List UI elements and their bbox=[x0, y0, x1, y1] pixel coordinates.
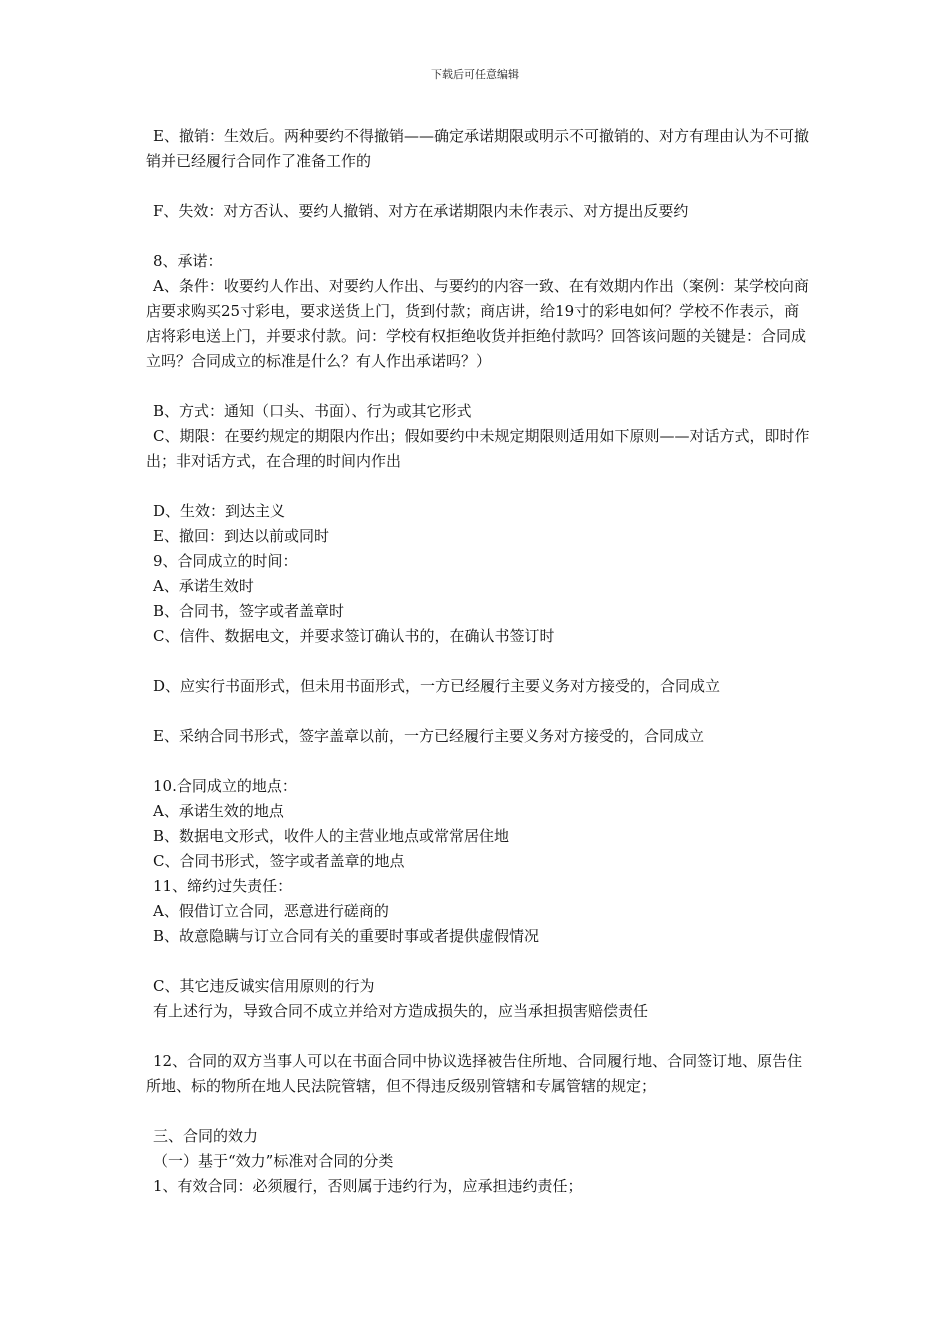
text-line: D、生效：到达主义 bbox=[153, 502, 286, 520]
paragraph: E、撤销：生效后。两种要约不得撤销——确定承诺期限或明示不可撤销的、对方有理由认为不可撤销并已经履行合同作了准备工作的 bbox=[146, 127, 809, 170]
text-line: 9、合同成立的时间： bbox=[153, 552, 298, 570]
text-line: B、方式：通知（口头、书面）、行为或其它形式 bbox=[153, 402, 472, 420]
text-line: 有上述行为，导致合同不成立并给对方造成损失的，应当承担损害赔偿责任 bbox=[153, 1002, 649, 1020]
text-line: E、采纳合同书形式，签字盖章以前，一方已经履行主要义务对方接受的，合同成立 bbox=[153, 727, 704, 745]
document-body bbox=[146, 124, 814, 1199]
text-line: 10.合同成立的地点： bbox=[153, 777, 297, 795]
text-line: B、合同书，签字或者盖章时 bbox=[153, 602, 345, 620]
text-line: A、承诺生效的地点 bbox=[153, 802, 284, 820]
text-line: B、故意隐瞒与订立合同有关的重要时事或者提供虚假情况 bbox=[153, 927, 540, 945]
text-line: C、合同书形式，签字或者盖章的地点 bbox=[153, 852, 405, 870]
blank-line bbox=[146, 699, 814, 724]
text-line: 1、有效合同：必须履行，否则属于违约行为，应承担违约责任； bbox=[153, 1177, 583, 1195]
blank-line bbox=[146, 224, 814, 249]
blank-line bbox=[146, 649, 814, 674]
blank-line bbox=[146, 949, 814, 974]
text-line: （一）基于“效力”标准对合同的分类 bbox=[153, 1152, 394, 1170]
paragraph: C、期限：在要约规定的期限内作出；假如要约中未规定期限则适用如下原则——对话方式，即时作出；非对话方式，在合理的时间内作出 bbox=[146, 427, 810, 470]
blank-line bbox=[146, 1024, 814, 1049]
text-line: 11、缔约过失责任： bbox=[153, 877, 293, 895]
blank-line bbox=[146, 749, 814, 774]
text-line: B、数据电文形式，收件人的主营业地点或常常居住地 bbox=[153, 827, 510, 845]
text-line: C、信件、数据电文，并要求签订确认书的，在确认书签订时 bbox=[153, 627, 555, 645]
text-line: D、应实行书面形式，但未用书面形式，一方已经履行主要义务对方接受的，合同成立 bbox=[153, 677, 721, 695]
text-line: A、假借订立合同，恶意进行磋商的 bbox=[153, 902, 389, 920]
paragraph: A、条件：收要约人作出、对要约人作出、与要约的内容一致、在有效期内作出（案例：某学校向商店要求购买25寸彩电，要求送货上门，货到付款；商店讲，给19寸的彩电如何？学校不作表示，商店将彩电送上门，并要求付款。问：学校有权拒绝收货并拒绝付款吗？回答该问题的关键是：合同成立吗？合同成立的标准是什么？有人作出承诺吗？） bbox=[146, 277, 809, 370]
blank-line bbox=[146, 174, 814, 199]
text-line: E、撤回：到达以前或同时 bbox=[153, 527, 329, 545]
page-header: 下载后可任意编辑 bbox=[431, 68, 519, 81]
text-line: 8、承诺： bbox=[153, 252, 223, 270]
text-line: C、其它违反诚实信用原则的行为 bbox=[153, 977, 375, 995]
text-line: F、失效：对方否认、要约人撤销、对方在承诺期限内未作表示、对方提出反要约 bbox=[153, 202, 689, 220]
blank-line bbox=[146, 474, 814, 499]
text-line: A、承诺生效时 bbox=[153, 577, 254, 595]
text-line: 三、合同的效力 bbox=[153, 1127, 259, 1145]
blank-line bbox=[146, 1099, 814, 1124]
paragraph: 12、合同的双方当事人可以在书面合同中协议选择被告住所地、合同履行地、合同签订地、原告住所地、标的物所在地人民法院管辖，但不得违反级别管辖和专属管辖的规定； bbox=[146, 1052, 803, 1095]
blank-line bbox=[146, 374, 814, 399]
